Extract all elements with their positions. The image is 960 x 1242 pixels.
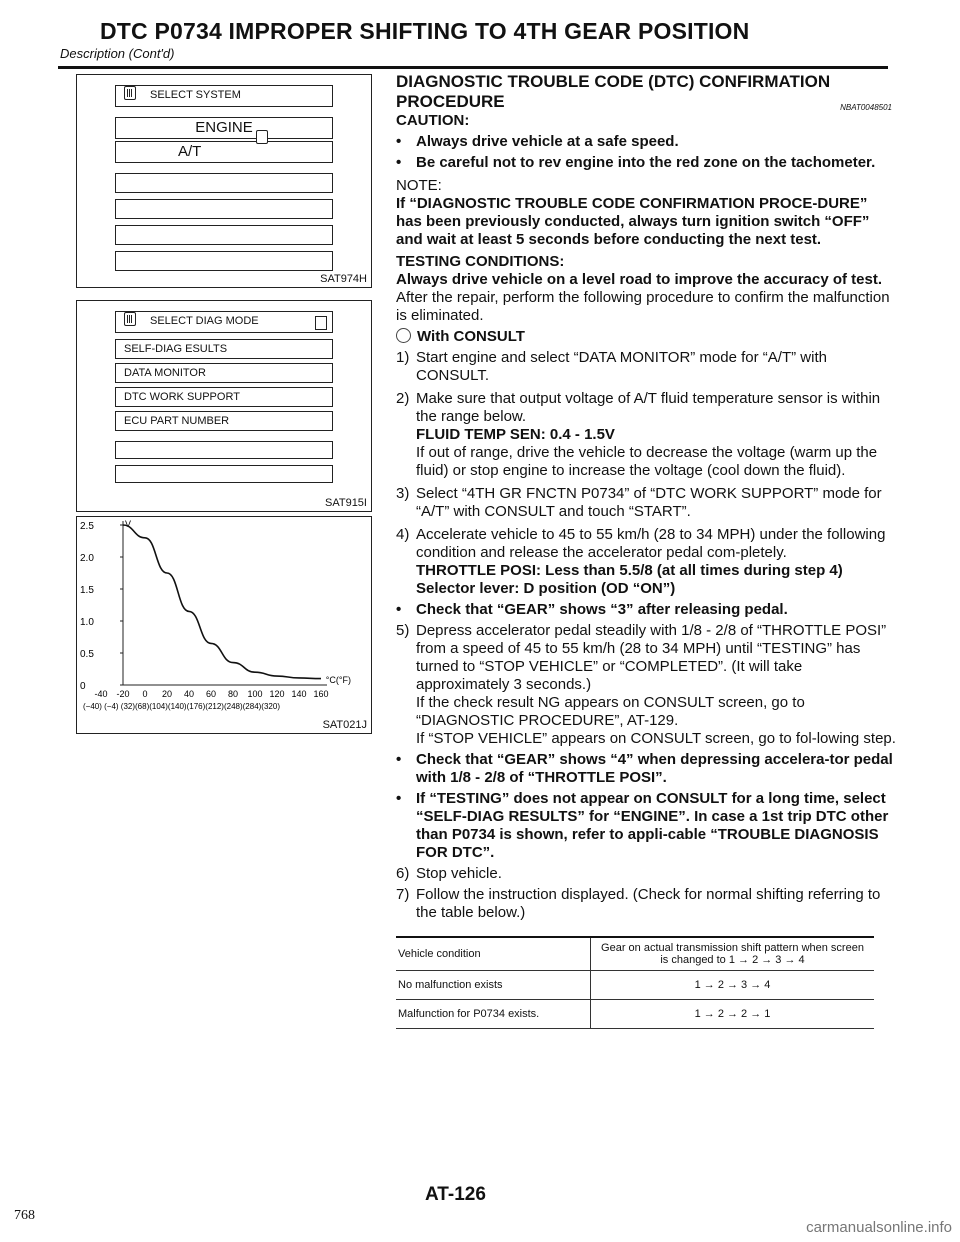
select-diag-mode-label: SELECT DIAG MODE	[150, 315, 259, 327]
table-cell: 1 → 2 → 3 → 4	[591, 971, 875, 1000]
y-tick-label: 1.5	[80, 585, 94, 596]
select-system-header	[115, 85, 333, 107]
caution-item: • Always drive vehicle at a safe speed.	[396, 133, 896, 151]
x-tick-label: 60	[205, 689, 217, 699]
step-1: 1) Start engine and select “DATA MONITOR” mode for “A/T” with CONSULT.	[396, 349, 896, 385]
section-heading: DIAGNOSTIC TROUBLE CODE (DTC) CONFIRMATION	[396, 72, 831, 91]
y-tick-label: 0	[80, 681, 86, 692]
step-4-condition: THROTTLE POSI: Less than 5.5/8 (at all times during step 4)	[416, 562, 843, 579]
step-2-note: If out of range, drive the vehicle to decrease the voltage (warm up the fluid) or stop engine to increase the voltage (cool down the fluid).	[416, 444, 878, 479]
x-tick-label: 40	[183, 689, 195, 699]
menu-item-empty	[115, 199, 333, 219]
step-6-text: Stop vehicle.	[416, 865, 502, 882]
step-5-text: Depress accelerator pedal steadily with 1/8 - 2/8 of “THROTTLE POSI” from a speed of 45 to 55 km/h (28 to 34 MPH) until “TESTING” has turned to “STOP VEHICLE” or “COMPLETED”. (It will take approximately 3 seconds.)	[416, 622, 887, 693]
x-tick-label: 80	[227, 689, 239, 699]
x-tick-label: 0	[142, 689, 148, 699]
check-item: • If “TESTING” does not appear on CONSULT for a long time, select “SELF-DIAG RESULTS” for “ENGINE”. In case a 1st trip DTC other than P0734 is shown, refer to appli-cable “TROUBLE DIAGNOSIS FOR DTC”.	[396, 790, 896, 862]
menu-item-empty	[115, 251, 333, 271]
consult-icon	[124, 312, 136, 326]
step-4-text: Accelerate vehicle to 45 to 55 km/h (28 to 34 MPH) under the following condition and release the accelerator pedal com-pletely.	[416, 526, 886, 561]
testing-label: TESTING CONDITIONS:	[396, 253, 565, 270]
figure-code: SAT974H	[320, 273, 367, 285]
check-item-text: Check that “GEAR” shows “4” when depressing accelera-tor pedal with 1/8 - 2/8 of “THROTTLE POSI”.	[416, 751, 893, 786]
with-consult	[396, 328, 896, 346]
step-6: 6) Stop vehicle.	[396, 865, 896, 883]
page-title: DTC P0734 IMPROPER SHIFTING TO 4TH GEAR POSITION	[100, 18, 750, 44]
x-tick-label: 160	[313, 689, 329, 699]
menu-item-empty	[115, 173, 333, 193]
table-header-cell: Vehicle condition	[396, 937, 591, 971]
x-tick-label: 120	[269, 689, 285, 699]
x-tick-label-fahrenheit: (−40) (−4) (32)(68)(104)(140)(176)(212)(248)(284)(320)	[83, 702, 280, 711]
table-row	[396, 971, 874, 1000]
after-text: After the repair, perform the following procedure to confirm the malfunction is eliminated.	[396, 289, 890, 324]
table-cell: No malfunction exists	[396, 971, 591, 1000]
touch-icon	[256, 130, 268, 144]
step-3: 3) Select “4TH GR FNCTN P0734” of “DTC WORK SUPPORT” mode for “A/T” with CONSULT and touch “START”.	[396, 485, 896, 521]
check-item: • Check that “GEAR” shows “4” when depressing accelera-tor pedal with 1/8 - 2/8 of “THROTTLE POSI”.	[396, 751, 896, 787]
table-header-row	[396, 937, 874, 971]
procedure-column	[396, 72, 896, 1029]
section-heading-2-text: PROCEDURE	[396, 92, 505, 111]
checkbox-icon	[315, 316, 327, 330]
caution-item-text: Always drive vehicle at a safe speed.	[416, 133, 679, 150]
series-line-voltage	[123, 525, 321, 679]
menu-item-ecu-part-number[interactable]: ECU PART NUMBER	[115, 411, 333, 431]
header-rule	[58, 66, 888, 69]
check-item-text: If “TESTING” does not appear on CONSULT for a long time, select “SELF-DIAG RESULTS” for “ENGINE”. In case a 1st trip DTC other than P0734 is shown, refer to appli-cable “TROUBLE DIAGNOSIS FOR DTC”.	[416, 790, 889, 861]
step-5: 5) Depress accelerator pedal steadily with 1/8 - 2/8 of “THROTTLE POSI” from a speed of 45 to 55 km/h (28 to 34 MPH) until “TESTING” has turned to “STOP VEHICLE” or “COMPLETED”. (It will take approximately 3 seconds.) If the check result NG appears on CONSULT screen, go to “DIAGNOSTIC PROCEDURE”, AT-129. If “STOP VEHICLE” appears on CONSULT screen, go to fol-lowing step.	[396, 622, 896, 747]
step-2: 2) Make sure that output voltage of A/T fluid temperature sensor is within the range below. FLUID TEMP SEN: 0.4 - 1.5V If out of range, drive the vehicle to decrease the voltage (warm up the fluid) or stop engine to increase the voltage (cool down the fluid).	[396, 390, 881, 479]
shift-pattern-table	[396, 936, 874, 1029]
step-7: 7) Follow the instruction displayed. (Check for normal shifting referring to the table below.)	[396, 886, 896, 922]
figure-code: SAT021J	[322, 719, 367, 731]
side-number: 768	[14, 1208, 35, 1223]
figure-voltage-chart	[76, 516, 372, 734]
consult-icon	[396, 328, 411, 343]
watermark: carmanualsonline.info	[806, 1219, 952, 1236]
page-number: AT-126	[425, 1184, 486, 1205]
step-2-spec: FLUID TEMP SEN: 0.4 - 1.5V	[416, 426, 615, 443]
menu-item-at-label: A/T	[178, 143, 202, 160]
menu-item-empty	[115, 225, 333, 245]
caution-item: • Be careful not to rev engine into the red zone on the tachometer.	[396, 154, 896, 172]
check-item: • Check that “GEAR” shows “3” after releasing pedal.	[396, 601, 896, 619]
reference-code: NBAT0048501	[840, 103, 892, 112]
step-5-stop: If “STOP VEHICLE” appears on CONSULT screen, go to fol-lowing step.	[416, 730, 896, 747]
select-system-label: SELECT SYSTEM	[150, 89, 241, 101]
menu-item-dtc-work-support[interactable]: DTC WORK SUPPORT	[115, 387, 333, 407]
table-cell: Malfunction for P0734 exists.	[396, 1000, 591, 1029]
step-4-selector: Selector lever: D position (OD “ON”)	[416, 580, 676, 597]
table-cell: 1 → 2 → 2 → 1	[591, 1000, 875, 1029]
page-subtitle: Description (Cont'd)	[60, 46, 175, 61]
step-2-text: Make sure that output voltage of A/T fluid temperature sensor is within the range below.	[416, 390, 881, 425]
testing-text: Always drive vehicle on a level road to improve the accuracy of test.	[396, 271, 883, 288]
menu-item-empty	[115, 441, 333, 459]
figure-select-system	[76, 74, 372, 288]
menu-item-self-diag[interactable]: SELF-DIAG ESULTS	[115, 339, 333, 359]
menu-item-data-monitor[interactable]: DATA MONITOR	[115, 363, 333, 383]
x-tick-label: 20	[161, 689, 173, 699]
figure-code: SAT915I	[325, 497, 367, 509]
note-label: NOTE:	[396, 177, 442, 194]
with-consult-text: With CONSULT	[417, 328, 525, 345]
step-7-text: Follow the instruction displayed. (Check for normal shifting referring to the table below.)	[416, 886, 881, 921]
x-tick-label: 100	[247, 689, 263, 699]
y-tick-label: 1.0	[80, 617, 94, 628]
caution-item-text: Be careful not to rev engine into the red zone on the tachometer.	[416, 154, 876, 171]
y-axis-unit: V	[125, 519, 132, 529]
y-tick-label: 0.5	[80, 649, 94, 660]
menu-item-engine[interactable]: ENGINE	[115, 117, 333, 139]
table-row	[396, 1000, 874, 1029]
step-3-text: Select “4TH GR FNCTN P0734” of “DTC WORK SUPPORT” mode for “A/T” with CONSULT and touch “START”.	[416, 485, 882, 520]
y-tick-label: 2.5	[80, 521, 94, 532]
x-tick-label: -40	[94, 689, 108, 699]
x-tick-label: 140	[291, 689, 307, 699]
section-heading-2	[396, 92, 896, 112]
select-diag-mode-header	[115, 311, 333, 333]
step-5-ng: If the check result NG appears on CONSULT screen, go to “DIAGNOSTIC PROCEDURE”, AT-129.	[416, 694, 805, 729]
x-tick-label: -20	[116, 689, 130, 699]
consult-icon	[124, 86, 136, 100]
menu-item-at[interactable]	[115, 141, 333, 163]
caution-label: CAUTION:	[396, 112, 470, 129]
menu-item-empty	[115, 465, 333, 483]
y-tick-label: 2.0	[80, 553, 94, 564]
check-item-text: Check that “GEAR” shows “3” after releasing pedal.	[416, 601, 788, 618]
step-4: 4) Accelerate vehicle to 45 to 55 km/h (28 to 34 MPH) under the following condition and release the accelerator pedal com-pletely. THROTTLE POSI: Less than 5.5/8 (at all times during step 4) Selector lever: D position (OD “ON”)	[396, 526, 886, 597]
figure-select-diag-mode	[76, 300, 372, 512]
table-header-cell: Gear on actual transmission shift pattern when screen is changed to 1 → 2 → 3 → 4	[591, 937, 875, 971]
step-1-text: Start engine and select “DATA MONITOR” mode for “A/T” with CONSULT.	[416, 349, 827, 384]
voltage-temperature-chart	[77, 517, 371, 733]
x-axis-unit: °C(°F)	[325, 675, 351, 685]
note-text: If “DIAGNOSTIC TROUBLE CODE CONFIRMATION PROCE-DURE” has been previously conducted, always turn ignition switch “OFF” and wait at least 5 seconds before conducting the next test.	[396, 195, 870, 248]
